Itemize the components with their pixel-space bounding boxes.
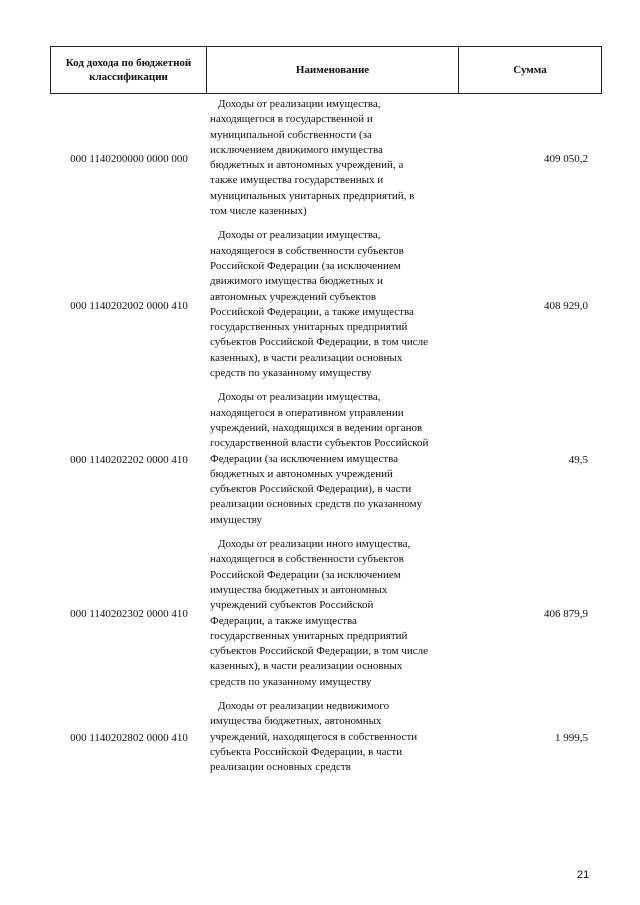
- row-name-line: средств по указанному имуществу: [210, 675, 372, 688]
- table-row: [50, 225, 602, 387]
- table-row: [50, 534, 602, 696]
- row-name-line: государственной власти субъектов Российской: [210, 437, 429, 450]
- row-name: [208, 225, 463, 387]
- row-name-line: учреждений, находящегося в собственности: [210, 730, 418, 743]
- row-name-line: Российской Федерации (за исключением: [210, 259, 401, 272]
- table-row: [50, 94, 602, 225]
- row-name-line: Доходы от реализации имущества,: [218, 391, 381, 404]
- row-name-line: движимого имущества бюджетных и: [210, 275, 383, 288]
- table-row: [50, 387, 602, 534]
- row-name-line: автономных учреждений субъектов: [210, 290, 377, 303]
- row-name-line: муниципальных унитарных предприятий, в: [210, 189, 415, 202]
- row-name-line: муниципальной собственности (за: [210, 128, 372, 141]
- row-sum: 49,5: [568, 454, 588, 467]
- row-name-line: находящегося в собственности субъектов: [210, 244, 404, 257]
- row-name: [208, 94, 463, 225]
- row-name: [208, 387, 463, 534]
- row-name-line: Доходы от реализации имущества,: [218, 229, 381, 242]
- row-name-line: имуществу: [210, 513, 262, 526]
- row-name-line: казенных), в части реализации основных: [210, 351, 403, 364]
- row-name-line: Федерации (за исключением имущества: [210, 452, 399, 465]
- row-code: 000 1140202802 0000 410: [70, 732, 188, 745]
- row-name-line: находящегося в государственной и: [210, 113, 373, 126]
- row-name-line: казенных), в части реализации основных: [210, 660, 403, 673]
- row-name-line: Доходы от реализации имущества,: [218, 98, 381, 110]
- row-sum: 406 879,9: [544, 608, 588, 621]
- row-name-line: государственных унитарных предприятий: [210, 321, 408, 334]
- row-name-line: учреждений, находящихся в ведении органов: [210, 421, 423, 434]
- row-name-line: средств по указанному имуществу: [210, 367, 372, 380]
- row-name-line: реализации основных средств по указанному: [210, 498, 423, 511]
- row-sum: 1 999,5: [555, 732, 588, 745]
- row-code: 000 1140202002 0000 410: [70, 299, 188, 312]
- table-row: [50, 696, 602, 781]
- row-code: 000 1140200000 0000 000: [70, 153, 188, 166]
- row-name-line: Доходы от реализации недвижимого: [218, 699, 390, 712]
- row-name: [208, 534, 463, 696]
- row-name-line: учреждений субъектов Российской: [210, 599, 374, 612]
- row-name-line: том числе казенных): [210, 205, 307, 218]
- row-name-line: субъекта Российской Федерации, в части: [210, 745, 403, 758]
- row-name-line: находящегося в собственности субъектов: [210, 553, 404, 566]
- row-name-line: имущества бюджетных, автономных: [210, 715, 382, 728]
- row-name-line: субъектов Российской Федерации), в части: [210, 483, 412, 496]
- row-name-line: субъектов Российской Федерации, в том числе: [210, 645, 428, 658]
- table-body: [50, 94, 602, 781]
- row-name: [208, 696, 463, 781]
- row-name-line: также имущества государственных и: [210, 174, 384, 187]
- header-name: Наименование: [207, 47, 459, 93]
- row-name-line: Доходы от реализации иного имущества,: [218, 538, 411, 551]
- row-sum: 409 050,2: [544, 153, 588, 166]
- row-code: 000 1140202302 0000 410: [70, 608, 188, 621]
- row-name-line: государственных унитарных предприятий: [210, 629, 408, 642]
- row-name-line: бюджетных и автономных учреждений, а: [210, 159, 404, 172]
- row-code: 000 1140202202 0000 410: [70, 454, 188, 467]
- row-name-line: субъектов Российской Федерации, в том числе: [210, 336, 428, 349]
- row-sum: 408 929,0: [544, 299, 588, 312]
- row-name-line: находящегося в оперативном управлении: [210, 406, 404, 419]
- row-name-line: реализации основных средств: [210, 761, 351, 774]
- table-header: [50, 46, 602, 94]
- page-number: 21: [577, 869, 590, 881]
- row-name-line: Российской Федерации (за исключением: [210, 568, 401, 581]
- header-sum: Сумма: [513, 64, 547, 76]
- header-code: Код дохода по бюджетной классификации: [51, 47, 207, 93]
- row-name-line: имущества бюджетных и автономных: [210, 583, 388, 596]
- row-name-line: Российской Федерации, а также имущества: [210, 305, 414, 318]
- row-name-line: исключением движимого имущества: [210, 143, 383, 156]
- row-name-line: бюджетных и автономных учреждений: [210, 467, 393, 480]
- row-name-line: Федерации, а также имущества: [210, 614, 357, 627]
